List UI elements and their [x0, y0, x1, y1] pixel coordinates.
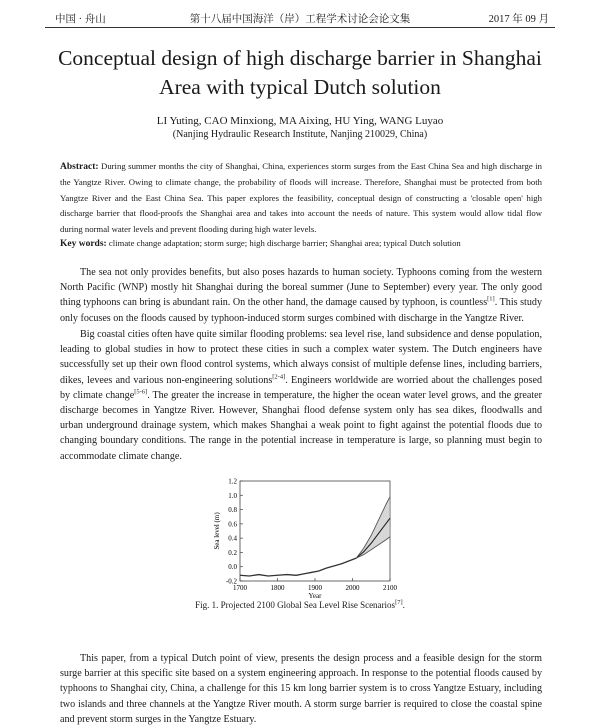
header-date: 2017 年 09 月 — [488, 14, 549, 25]
p1-text-a: The sea not only provides benefits, but also poses hazards to human society. Typhoons coming from the western North Pacific (WNP) mostly hit Shanghai during the boreal summer (June to September) every year. The only good thing typhoons can bring is abundant rain. On the other hand, the damage caused by typhoon, is countless — [60, 267, 542, 309]
paper-title: Conceptual design of high discharge barrier in Shanghai Area with typical Dutch solution — [58, 46, 542, 99]
x-axis-label: Year — [308, 592, 322, 600]
x-tick-label: 1900 — [308, 584, 322, 592]
series-line-reconstruction — [240, 558, 356, 576]
x-tick-label: 1800 — [270, 584, 285, 592]
sea-level-chart — [208, 475, 408, 600]
p2-text-c: . The greater the increase in temperature, the higher the ocean water level grows, and the greater discharge becomes in Yangtze River. However, Shanghai flood defense system only has sea dikes, floodwalls and urban underground drainage system, which makes Shanghai a weak point to fight against the potential floods due to changing boundary conditions. The range in the potential increase in temperature is large, so planning must begin to accommodate climate change. — [60, 389, 542, 462]
header-location: 中国 · 舟山 — [55, 14, 106, 25]
body-paragraph-3 — [60, 651, 542, 727]
x-tick-label: 1700 — [233, 584, 247, 592]
p2-text-a: Big coastal cities often have quite similar flooding problems: sea level rise, land subsidence and dense population, leading to global studies in how to protect these cities in such a complex water system. The Dutch engineers have successfully set up their own flood control systems, which always consist of multiple defense lines, including barriers, dikes, levees and various non-engineering solutions — [60, 329, 542, 386]
y-tick-label: -0.2 — [225, 577, 237, 586]
citation-2-4: [2-4] — [272, 373, 286, 381]
running-header — [45, 11, 555, 25]
plot-frame — [240, 481, 390, 581]
abstract-text: During summer months the city of Shanghai, China, experiences storm surges from the East China Sea and high discharge in the Yangtze River. Owing to climate change, the probability of floods will increase. Therefore, Shanghai must be protected from both Yangtze River and the East China Sea. This paper explores the feasibility, conceptual design of constructing a 'closable open' high discharge barrier that flood-proofs the Shanghai area and takes into account the needs of nature. This system would allow tidal flow during normal water levels and prevent flooding during high water levels. — [60, 161, 542, 234]
y-axis-label: Sea level (m) — [213, 512, 221, 550]
abstract — [60, 159, 542, 237]
y-tick-label: 0.2 — [228, 548, 237, 557]
x-tick-label: 2000 — [345, 584, 360, 592]
p3-text: This paper, from a typical Dutch point of view, presents the design process and a feasible design for the storm surge barrier at this specific site based on a system engineering approach. In response to the potential floods caused by typhoons to Shanghai city, China, a challenge for this 15 km long barrier system is to cross Yangtze Estuary, including two islands and three channels at the Yangtze River mouth. A storm surge barrier is required to close the coastal spine and prevent storm surges in the Yangtze Estuary. — [60, 653, 542, 725]
y-tick-label: 0.0 — [228, 563, 237, 572]
keywords — [60, 236, 542, 251]
y-tick-label: 1.2 — [228, 477, 237, 486]
y-tick-label: 0.8 — [228, 506, 237, 515]
body-paragraph-1 — [60, 265, 542, 326]
header-proceedings: 第十八届中国海洋（岸）工程学术讨论会论文集 — [189, 14, 411, 25]
y-tick-label: 0.4 — [228, 534, 237, 543]
body-paragraph-2 — [60, 327, 542, 464]
p2-text-b: . Engineers worldwide are worried about the challenges posed by climate change — [60, 374, 542, 401]
header-rule — [45, 27, 555, 28]
affiliation: (Nanjing Hydraulic Research Institute, Nanjing 210029, China) — [172, 129, 428, 140]
y-tick-label: 1.0 — [228, 491, 237, 500]
keywords-text: climate change adaptation; storm surge; high discharge barrier; Shanghai area; typical Dutch solution — [108, 238, 461, 248]
x-tick-label: 2100 — [383, 584, 397, 592]
p1-text-b: . This study only focuses on the floods caused by typhoon-induced storm surges combined with discharge in the Yangtze River. — [60, 297, 542, 324]
authors: LI Yuting, CAO Minxiong, MA Aixing, HU Ying, WANG Luyao — [156, 115, 444, 127]
keywords-label: Key words: — [60, 239, 107, 249]
citation-1: [1] — [487, 296, 495, 304]
y-tick-label: 0.6 — [228, 520, 237, 529]
citation-7: [7] — [395, 599, 403, 606]
abstract-label: Abstract: — [60, 162, 99, 172]
figure-caption: Fig. 1. Projected 2100 Global Sea Level Rise Scenarios[7]. — [195, 599, 405, 610]
figure-caption-text: Fig. 1. Projected 2100 Global Sea Level Rise Scenarios — [195, 600, 396, 610]
citation-5-6: [5-6] — [134, 388, 148, 396]
